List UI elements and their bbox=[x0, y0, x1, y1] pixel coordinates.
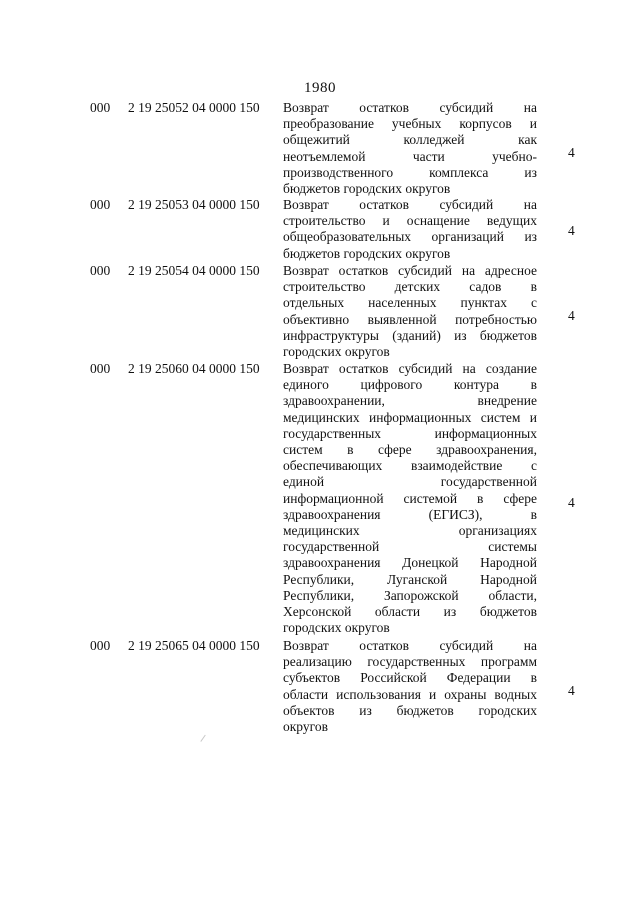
income-name bbox=[283, 100, 537, 197]
income-name-line: бюджетов городских округов bbox=[283, 245, 451, 261]
income-name-line: Республики, Запорожской области, bbox=[283, 587, 537, 603]
budget-classification-code: 2 19 25053 04 0000 150 bbox=[128, 197, 260, 212]
income-name-line: области использования и охраны водных bbox=[283, 686, 537, 702]
income-name-line: городских округов bbox=[283, 620, 390, 636]
income-name-line: преобразование учебных корпусов и bbox=[283, 116, 537, 132]
value-cell: 4 bbox=[568, 495, 575, 510]
admin-code: 000 bbox=[90, 638, 111, 653]
income-name-line: медицинских информационных систем и bbox=[283, 409, 537, 425]
admin-code: 000 bbox=[90, 197, 111, 212]
value-cell: 4 bbox=[568, 683, 575, 698]
income-name bbox=[283, 638, 537, 735]
scan-artifact bbox=[200, 735, 210, 746]
income-name-line: информационной системой в сфере bbox=[283, 490, 537, 506]
budget-classification-code: 2 19 25054 04 0000 150 bbox=[128, 263, 260, 278]
table-row bbox=[0, 361, 640, 638]
table-row bbox=[0, 638, 640, 736]
budget-classification-code: 2 19 25060 04 0000 150 bbox=[128, 361, 260, 376]
income-name-line: медицинских организациях bbox=[283, 523, 537, 539]
income-name-line: общеобразовательных организаций из bbox=[283, 229, 537, 245]
income-name bbox=[283, 263, 537, 360]
income-name-line: объективно выявленной потребностью bbox=[283, 311, 537, 327]
income-name bbox=[283, 197, 537, 262]
income-name-line: округов bbox=[283, 719, 328, 735]
income-name-line: здравоохранения (ЕГИСЗ), в bbox=[283, 506, 537, 522]
income-name-line: единой государственной bbox=[283, 474, 537, 490]
income-name-line: государственной системы bbox=[283, 539, 537, 555]
page-number: 1980 bbox=[304, 80, 336, 96]
income-name-line: реализацию государственных программ bbox=[283, 654, 537, 670]
income-name-line: общежитий колледжей как bbox=[283, 132, 537, 148]
value-cell: 4 bbox=[568, 145, 575, 160]
income-name-line: здравоохранении, внедрение bbox=[283, 393, 537, 409]
income-name-line: бюджетов городских округов bbox=[283, 181, 451, 197]
income-name-line: единого цифрового контура в bbox=[283, 377, 537, 393]
income-name-line: Возврат остатков субсидий на bbox=[283, 638, 537, 653]
budget-table bbox=[0, 100, 640, 736]
income-name-line: производственного комплекса из bbox=[283, 164, 537, 180]
admin-code: 000 bbox=[90, 361, 111, 376]
value-cell: 4 bbox=[568, 308, 575, 323]
income-name-line: систем в сфере здравоохранения, bbox=[283, 442, 537, 458]
income-name-line: здравоохранения Донецкой Народной bbox=[283, 555, 537, 571]
budget-classification-code: 2 19 25065 04 0000 150 bbox=[128, 638, 260, 653]
income-name-line: государственных информационных bbox=[283, 425, 537, 441]
income-name-line: Возврат остатков субсидий на адресное bbox=[283, 263, 537, 278]
income-name-line: Республики, Луганской Народной bbox=[283, 571, 537, 587]
income-name-line: строительство и оснащение ведущих bbox=[283, 213, 537, 229]
table-row bbox=[0, 197, 640, 263]
admin-code: 000 bbox=[90, 100, 111, 115]
income-name-line: Возврат остатков субсидий на создание bbox=[283, 361, 537, 376]
income-name-line: субъектов Российской Федерации в bbox=[283, 670, 537, 686]
admin-code: 000 bbox=[90, 263, 111, 278]
income-name-line: Возврат остатков субсидий на bbox=[283, 100, 537, 115]
income-name-line: инфраструктуры (зданий) из бюджетов bbox=[283, 327, 537, 343]
income-name-line: Возврат остатков субсидий на bbox=[283, 197, 537, 212]
table-row bbox=[0, 263, 640, 361]
income-name bbox=[283, 361, 537, 636]
income-name-line: отдельных населенных пунктах с bbox=[283, 295, 537, 311]
income-name-line: неотъемлемой части учебно- bbox=[283, 148, 537, 164]
table-row bbox=[0, 100, 640, 197]
income-name-line: городских округов bbox=[283, 344, 390, 360]
income-name-line: строительство детских садов в bbox=[283, 279, 537, 295]
income-name-line: Херсонской области из бюджетов bbox=[283, 604, 537, 620]
value-cell: 4 bbox=[568, 223, 575, 238]
income-name-line: обеспечивающих взаимодействие с bbox=[283, 458, 537, 474]
income-name-line: объектов из бюджетов городских bbox=[283, 702, 537, 718]
budget-classification-code: 2 19 25052 04 0000 150 bbox=[128, 100, 260, 115]
